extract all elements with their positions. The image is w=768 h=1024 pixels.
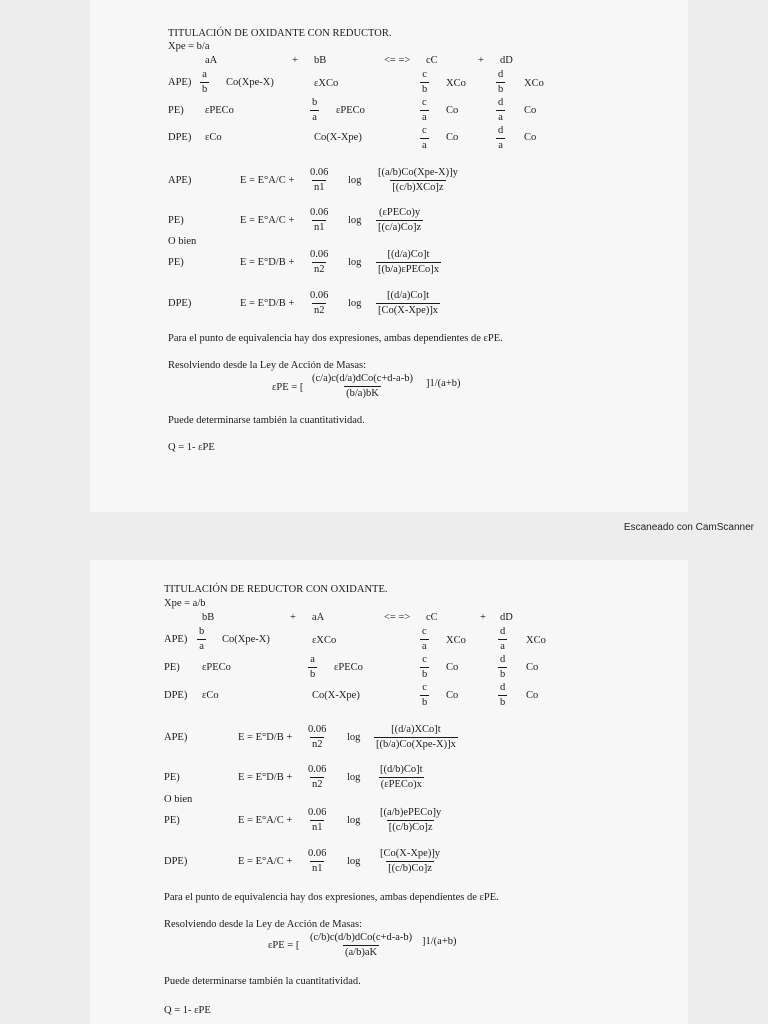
fraction: $\frac{c}{a}$ [422, 626, 427, 652]
log-label: log [348, 175, 362, 186]
log-argument: [(d/a)Co]t [Co(X-Xpe)]x [378, 290, 439, 316]
conc-term: XCo [446, 635, 466, 646]
conc-term: Co(Xpe-X) [226, 77, 274, 88]
conc-term: Co [526, 662, 539, 673]
log-argument: [(a/b)ePECo]y [(c/b)Co]z [380, 807, 442, 833]
reactant-b: bB [202, 612, 215, 623]
product-c: cC [426, 612, 438, 623]
row-label-dpe: DPE) [164, 690, 188, 701]
fraction: $\frac{b}{a}$ [312, 97, 318, 123]
row-label-ape: APE) [164, 634, 188, 645]
fraction: $\frac{d}{a}$ [498, 97, 504, 123]
page-2 [90, 560, 688, 1024]
row-label-pe: PE) [164, 662, 180, 673]
product-c: cC [426, 55, 438, 66]
conc-term: εPECo [202, 662, 231, 673]
nernst-coefficient: $\frac{0.06}{n2}$ [308, 724, 327, 750]
epsilon-lhs: εPE = [ [268, 940, 300, 951]
alternative-label: O bien [164, 794, 193, 805]
alternative-label: O bien [168, 236, 197, 247]
paragraph-quantitativity: Puede determinarse también la cuantitatividad. [168, 415, 365, 426]
nernst-coefficient: $\frac{0.06}{n1}$ [310, 167, 329, 193]
log-label: log [348, 215, 362, 226]
conc-term: Co [524, 105, 537, 116]
paragraph-mass-action: Resolviendo desde la Ley de Acción de Masas: [168, 360, 366, 371]
log-argument: (εPECo)y [(c/a)Co]z [378, 207, 422, 233]
xpe-definition: Xpe = a/b [164, 598, 206, 609]
log-argument: [(d/b)Co]t (εPECo)x [380, 764, 423, 790]
plus-sign: + [478, 55, 484, 66]
fraction: $\frac{c}{b}$ [422, 654, 428, 680]
fraction: $\frac{d}{b}$ [500, 654, 506, 680]
conc-term: XCo [524, 78, 544, 89]
nernst-coefficient: $\frac{0.06}{n2}$ [310, 290, 329, 316]
paragraph-quantitativity: Puede determinarse también la cuantitatividad. [164, 976, 361, 987]
epsilon-exponent: ]1/(a+b) [422, 936, 457, 947]
camscanner-watermark: Escaneado con CamScanner [623, 522, 754, 533]
fraction: $\frac{d}{b}$ [498, 69, 504, 95]
log-argument: [(d/a)XCo]t [(b/a)Co(Xpe-X)]x [376, 724, 456, 750]
conc-term: Co [446, 690, 459, 701]
conc-term: Co [446, 105, 459, 116]
reactant-b: bB [314, 55, 327, 66]
row-label-pe: PE) [168, 105, 184, 116]
nernst-lhs: E = E°D/B + [240, 298, 295, 309]
nernst-lhs: E = E°A/C + [240, 175, 295, 186]
conc-term: XCo [446, 78, 466, 89]
row-label-ape: APE) [168, 175, 192, 186]
log-label: log [347, 815, 361, 826]
log-label: log [348, 298, 362, 309]
plus-sign: + [290, 612, 296, 623]
conc-term: εXCo [314, 78, 339, 89]
section-title: TITULACIÓN DE REDUCTOR CON OXIDANTE. [164, 584, 388, 595]
quantitativity-formula: Q = 1- εPE [168, 442, 215, 453]
nernst-coefficient: $\frac{0.06}{n1}$ [308, 848, 327, 874]
nernst-lhs: E = E°A/C + [238, 815, 293, 826]
nernst-coefficient: $\frac{0.06}{n2}$ [310, 249, 329, 275]
row-label-pe: PE) [168, 257, 184, 268]
nernst-lhs: E = E°D/B + [240, 257, 295, 268]
conc-term: Co(Xpe-X) [222, 634, 270, 645]
row-label-pe: PE) [168, 215, 184, 226]
row-label-ape: APE) [168, 77, 192, 88]
fraction: $\frac{a}{b}$ [310, 654, 316, 680]
epsilon-fraction: (c/b)c(d/b)dCo(c+d-a-b) (a/b)aK [310, 932, 413, 958]
fraction: $\frac{d}{a}$ [498, 125, 504, 151]
row-label-pe: PE) [164, 815, 180, 826]
quantitativity-formula: Q = 1- εPE [164, 1005, 211, 1016]
conc-term: εXCo [312, 635, 337, 646]
product-d: dD [500, 55, 513, 66]
log-label: log [347, 772, 361, 783]
equilibrium-arrow: <= => [384, 612, 411, 623]
reactant-a: aA [205, 55, 218, 66]
conc-term: εCo [205, 132, 222, 143]
nernst-coefficient: $\frac{0.06}{n2}$ [308, 764, 327, 790]
fraction: $\frac{c}{b}$ [422, 69, 428, 95]
fraction: $\frac{b}{a}$ [199, 626, 205, 652]
page-1 [90, 0, 688, 512]
nernst-coefficient: $\frac{0.06}{n1}$ [308, 807, 327, 833]
epsilon-exponent: ]1/(a+b) [426, 378, 461, 389]
conc-term: εPECo [336, 105, 365, 116]
reactant-a: aA [312, 612, 325, 623]
epsilon-lhs: εPE = [ [272, 382, 304, 393]
product-d: dD [500, 612, 513, 623]
fraction: $\frac{c}{a}$ [422, 125, 427, 151]
conc-term: Co [524, 132, 537, 143]
log-label: log [347, 856, 361, 867]
conc-term: εCo [202, 690, 219, 701]
row-label-dpe: DPE) [168, 298, 192, 309]
log-argument: [(a/b)Co(Xpe-X)]y [(c/b)XCo]z [378, 167, 458, 193]
fraction: $\frac{c}{b}$ [422, 682, 428, 708]
row-label-ape: APE) [164, 732, 188, 743]
row-label-dpe: DPE) [164, 856, 188, 867]
log-argument: [(d/a)Co]t [(b/a)εPECo]x [378, 249, 439, 275]
conc-term: Co(X-Xpe) [314, 132, 362, 143]
nernst-lhs: E = E°D/B + [238, 772, 293, 783]
paragraph-equivalence: Para el punto de equivalencia hay dos expresiones, ambas dependientes de εPE. [164, 892, 499, 903]
conc-term: εPECo [334, 662, 363, 673]
fraction: $\frac{a}{b}$ [202, 69, 208, 95]
conc-term: εPECo [205, 105, 234, 116]
fraction: $\frac{c}{a}$ [422, 97, 427, 123]
plus-sign: + [292, 55, 298, 66]
paragraph-equivalence: Para el punto de equivalencia hay dos expresiones, ambas dependientes de εPE. [168, 333, 503, 344]
nernst-lhs: E = E°A/C + [238, 856, 293, 867]
conc-term: Co [446, 662, 459, 673]
conc-term: Co(X-Xpe) [312, 690, 360, 701]
equilibrium-arrow: <= => [384, 55, 411, 66]
nernst-coefficient: $\frac{0.06}{n1}$ [310, 207, 329, 233]
log-argument: [Co(X-Xpe)]y [(c/b)Co]z [380, 848, 441, 874]
epsilon-fraction: (c/a)c(d/a)dCo(c+d-a-b) (b/a)bK [312, 373, 413, 399]
nernst-lhs: E = E°A/C + [240, 215, 295, 226]
log-label: log [347, 732, 361, 743]
conc-term: Co [446, 132, 459, 143]
row-label-pe: PE) [164, 772, 180, 783]
xpe-definition: Xpe = b/a [168, 41, 210, 52]
conc-term: XCo [526, 635, 546, 646]
conc-term: Co [526, 690, 539, 701]
log-label: log [348, 257, 362, 268]
fraction: $\frac{d}{b}$ [500, 682, 506, 708]
fraction: $\frac{d}{a}$ [500, 626, 506, 652]
paragraph-mass-action: Resolviendo desde la Ley de Acción de Masas: [164, 919, 362, 930]
row-label-dpe: DPE) [168, 132, 192, 143]
section-title: TITULACIÓN DE OXIDANTE CON REDUCTOR. [168, 28, 392, 39]
nernst-lhs: E = E°D/B + [238, 732, 293, 743]
plus-sign: + [480, 612, 486, 623]
